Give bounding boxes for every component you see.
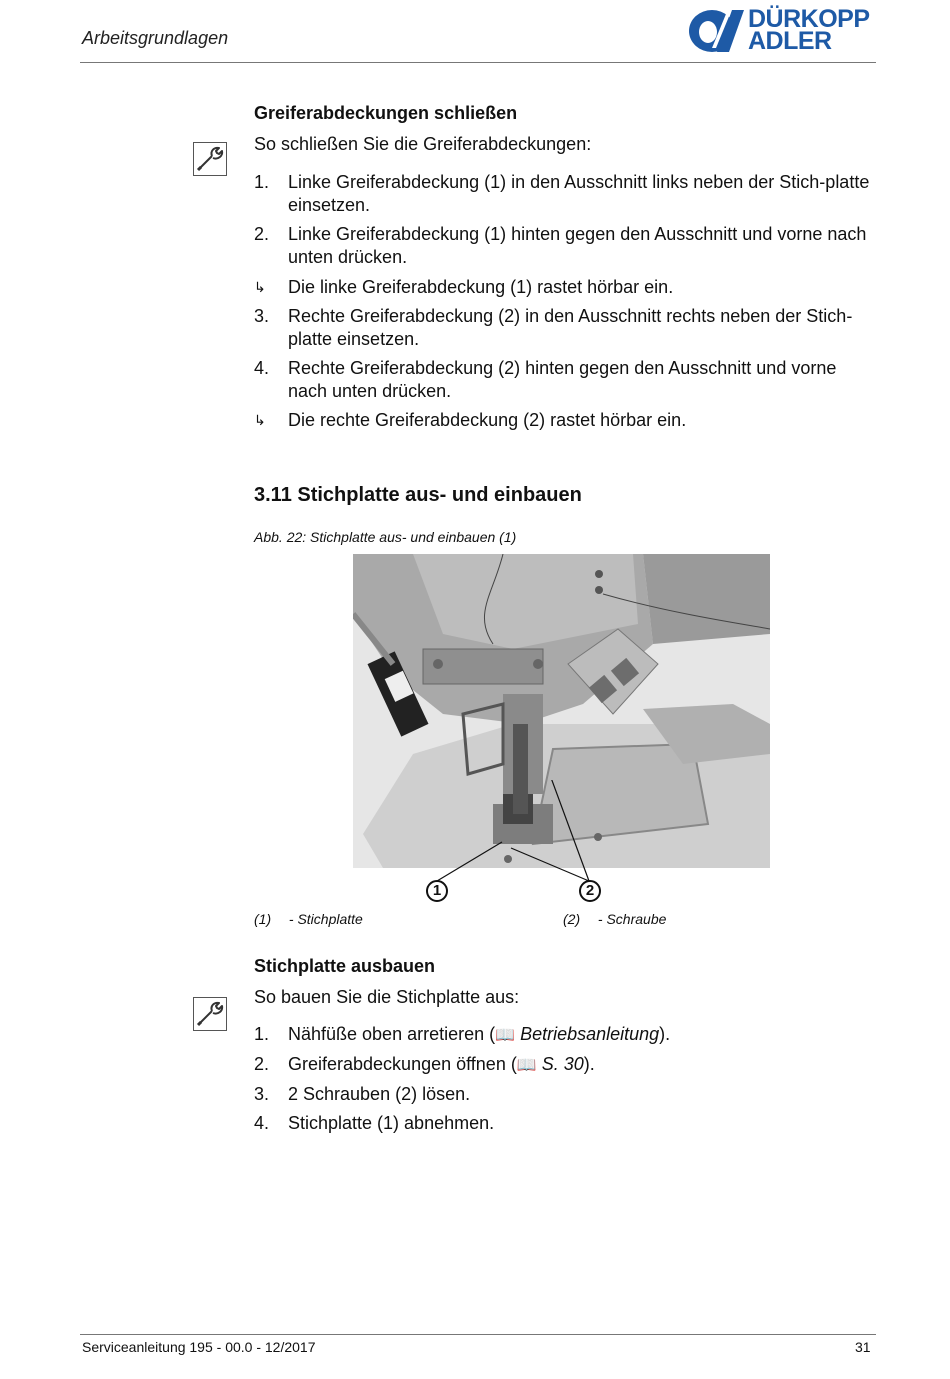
legend-item xyxy=(254,911,363,927)
brand-logo xyxy=(688,6,878,56)
step-text: Greiferabdeckungen öffnen ( xyxy=(288,1054,517,1074)
step-number: 3. xyxy=(254,1084,270,1104)
result-text: Die rechte Greiferabdeckung (2) rastet hörbar ein. xyxy=(288,410,687,430)
step-text: Rechte Greiferabdeckung (2) in den Ausschnitt rechts neben der Stich-platte einsetzen. xyxy=(288,306,853,349)
result-arrow-icon: ↳ xyxy=(254,279,266,295)
logo-text-line2: ADLER xyxy=(748,27,832,55)
logo-mark-icon xyxy=(688,8,744,54)
intro-text: So bauen Sie die Stichplatte aus: xyxy=(254,987,520,1007)
chapter-heading: 3.11 Stichplatte aus- und einbauen xyxy=(254,484,582,506)
result-arrow-icon: ↳ xyxy=(254,412,266,428)
cross-reference[interactable]: S. 30 xyxy=(541,1054,584,1074)
cross-reference[interactable]: Betriebsanleitung xyxy=(520,1024,660,1044)
section-heading: Greiferabdeckungen schließen xyxy=(254,103,518,123)
book-icon: 📖 xyxy=(516,1057,537,1074)
legend-text: - Schraube xyxy=(597,911,667,927)
wrench-icon xyxy=(193,997,227,1031)
callout-2: 2 xyxy=(579,880,601,902)
footer-document-id: Serviceanleitung 195 - 00.0 - 12/2017 xyxy=(82,1339,316,1355)
callout-1: 1 xyxy=(426,880,448,902)
legend-text: - Stichplatte xyxy=(288,911,363,927)
callout-lines xyxy=(380,780,640,900)
step-text-end: ). xyxy=(659,1024,671,1044)
page-number: 31 xyxy=(855,1339,871,1355)
step-number: 2. xyxy=(254,1054,270,1074)
step-text: Linke Greiferabdeckung (1) hinten gegen den Ausschnitt und vorne nach unten drücken. xyxy=(288,224,867,267)
step-text: Rechte Greiferabdeckung (2) hinten gegen den Ausschnitt und vorne nach unten drücken. xyxy=(288,358,837,401)
step-text: Linke Greiferabdeckung (1) in den Ausschnitt links neben der Stich-platte einsetzen. xyxy=(288,172,870,215)
step-number: 2. xyxy=(254,224,270,244)
intro-text: So schließen Sie die Greiferabdeckungen: xyxy=(254,134,592,154)
step-number: 3. xyxy=(254,306,270,326)
legend-number: (2) xyxy=(563,911,581,927)
logo-text-line1: DÜRKOPP xyxy=(748,5,870,33)
wrench-icon xyxy=(193,142,227,176)
result-text: Die linke Greiferabdeckung (1) rastet hörbar ein. xyxy=(288,277,674,297)
step-text: Nähfüße oben arretieren ( xyxy=(288,1024,496,1044)
step-number: 1. xyxy=(254,1024,270,1044)
section-heading: Stichplatte ausbauen xyxy=(254,956,436,976)
legend-item xyxy=(563,911,666,927)
step-text: Stichplatte (1) abnehmen. xyxy=(288,1113,495,1133)
header-rule xyxy=(80,62,876,63)
step-number: 4. xyxy=(254,358,270,378)
footer-rule xyxy=(80,1334,876,1335)
running-header: Arbeitsgrundlagen xyxy=(82,28,229,48)
figure-caption: Abb. 22: Stichplatte aus- und einbauen (1) xyxy=(254,529,517,545)
step-text-end: ). xyxy=(583,1054,595,1074)
book-icon: 📖 xyxy=(495,1027,516,1044)
step-number: 4. xyxy=(254,1113,270,1133)
legend-number: (1) xyxy=(254,911,272,927)
step-text: 2 Schrauben (2) lösen. xyxy=(288,1084,471,1104)
step-number: 1. xyxy=(254,172,270,192)
